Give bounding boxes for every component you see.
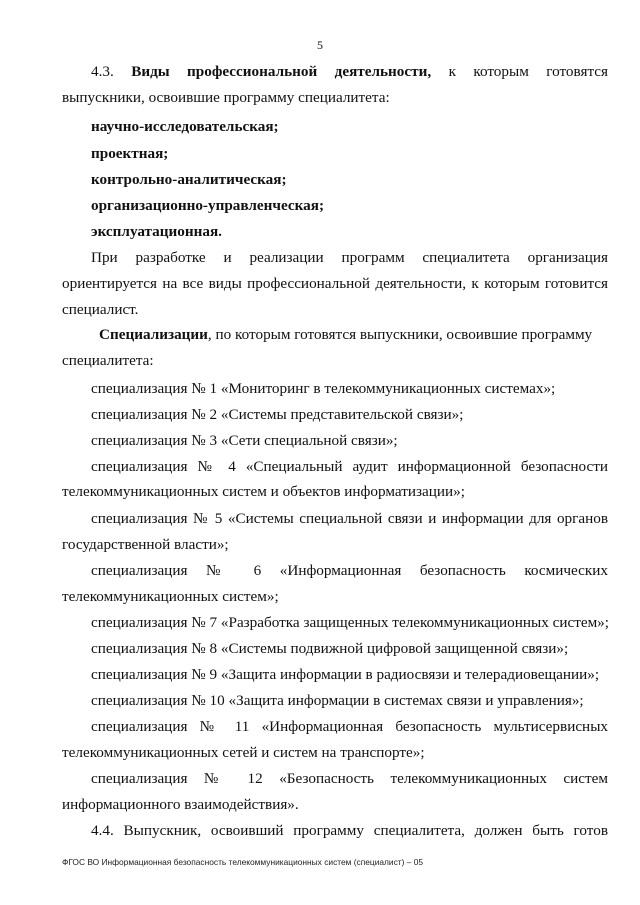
specialization-11-line1: специализация № 11 «Информационная безопасность мультисервисных (91, 718, 608, 735)
activity-type-design: проектная; (91, 145, 169, 162)
specialization-5-line1: специализация № 5 «Системы специальной связи и информации для органов (91, 510, 608, 527)
section-4-3-number: 4.3. (91, 63, 114, 80)
development-paragraph-line1: При разработке и реализации программ специалитета организация (91, 249, 608, 266)
specialization-7: специализация № 7 «Разработка защищенных телекоммуникационных систем»; (91, 614, 609, 631)
page-number: 5 (317, 38, 323, 52)
development-paragraph-line3: специалист. (62, 301, 139, 318)
activity-type-research: научно-исследовательская; (91, 118, 279, 135)
development-paragraph-line2: ориентируется на все виды профессиональной деятельности, к которым готовится (62, 275, 608, 292)
section-4-3-bold-lead: Виды профессиональной деятельности, (131, 63, 432, 80)
specialization-4-line1: специализация № 4 «Специальный аудит информационной безопасности (91, 458, 608, 475)
specialization-1: специализация № 1 «Мониторинг в телекоммуникационных системах»; (91, 380, 556, 397)
activity-type-organizational: организационно-управленческая; (91, 197, 324, 214)
page-footer: ФГОС ВО Информационная безопасность телекоммуникационных систем (специалист) – 05 (62, 857, 424, 867)
specialization-12-line1: специализация № 12 «Безопасность телекоммуникационных систем (91, 770, 608, 787)
specialization-6-line1: специализация № 6 «Информационная безопасность космических (91, 562, 608, 579)
activity-type-operational: эксплуатационная. (91, 223, 222, 240)
activity-type-control-analytical: контрольно-аналитическая; (91, 171, 287, 188)
section-4-4-line1: 4.4. Выпускник, освоивший программу специалитета, должен быть готов (91, 822, 608, 839)
specializations-intro-rest: , по которым готовятся выпускники, освоившие программу (207, 326, 593, 343)
specialization-3: специализация № 3 «Сети специальной связи»; (91, 432, 398, 449)
section-4-3-heading (91, 63, 608, 81)
specializations-intro-line2: специалитета: (62, 352, 154, 369)
specializations-heading: Специализации (99, 326, 208, 343)
specialization-12-line2: информационного взаимодействия». (62, 796, 299, 813)
specialization-2: специализация № 2 «Системы представительской связи»; (91, 406, 464, 423)
section-4-3-heading-rest: к которым готовятся (448, 63, 608, 80)
specializations-intro (99, 326, 608, 344)
specialization-5-line2: государственной власти»; (62, 536, 229, 553)
specialization-11-line2: телекоммуникационных сетей и систем на транспорте»; (62, 744, 425, 761)
section-4-3-heading-line2: выпускники, освоившие программу специалитета: (62, 89, 390, 106)
specialization-9: специализация № 9 «Защита информации в радиосвязи и телерадиовещании»; (91, 666, 600, 683)
specialization-6-line2: телекоммуникационных систем»; (62, 588, 279, 605)
specialization-10: специализация № 10 «Защита информации в системах связи и управления»; (91, 692, 584, 709)
specialization-8: специализация № 8 «Системы подвижной цифровой защищенной связи»; (91, 640, 569, 657)
specialization-4-line2: телекоммуникационных систем и объектов информатизации»; (62, 483, 465, 500)
